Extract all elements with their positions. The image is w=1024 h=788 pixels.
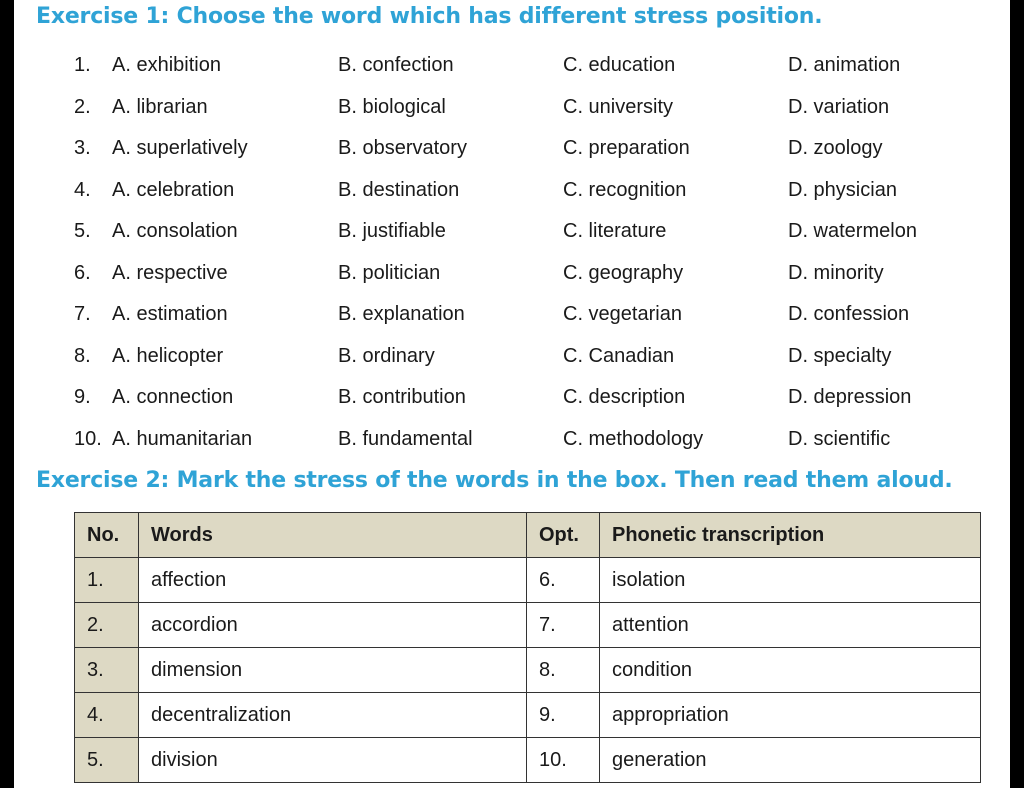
option-c: C. description: [563, 386, 686, 408]
opt-cell: 9.: [527, 693, 600, 738]
question-number: 7.: [74, 303, 91, 325]
option-b: B. ordinary: [338, 344, 435, 367]
option-c: C. education: [563, 54, 676, 76]
option-d: D. animation: [788, 54, 901, 76]
option-b: B. contribution: [338, 386, 466, 408]
question-row: [14, 212, 1010, 254]
option-d: D. depression: [788, 386, 912, 408]
option-c: C. university: [563, 95, 674, 118]
word-cell: decentralization: [139, 693, 527, 738]
option-c: C. methodology: [563, 427, 704, 450]
option-b: B. fundamental: [338, 427, 473, 450]
option-b: B. confection: [338, 54, 454, 76]
option-c: C. geography: [563, 261, 684, 284]
phonetic-cell: generation: [600, 738, 981, 783]
question-row: [14, 337, 1010, 379]
row-number: 2.: [75, 603, 139, 648]
option-a: A. connection: [112, 386, 234, 408]
option-a: A. librarian: [112, 95, 208, 118]
header-words: Words: [139, 513, 527, 558]
option-b: B. justifiable: [338, 220, 446, 242]
phonetic-cell: appropriation: [600, 693, 981, 738]
option-c: C. Canadian: [563, 344, 675, 367]
question-number: 5.: [74, 220, 91, 242]
row-number: 1.: [75, 558, 139, 603]
option-a: A. superlatively: [112, 137, 248, 159]
opt-cell: 7.: [527, 603, 600, 648]
word-cell: division: [139, 738, 527, 783]
option-a: A. consolation: [112, 220, 238, 242]
option-c: C. preparation: [563, 137, 690, 159]
exercise-1-title: Exercise 1: Choose the word which has different stress position.: [36, 4, 823, 29]
option-c: C. recognition: [563, 178, 687, 201]
phonetic-cell: condition: [600, 648, 981, 693]
table-row: [75, 603, 981, 648]
option-b: B. explanation: [338, 303, 465, 325]
stress-table: [74, 512, 981, 783]
question-row: [14, 46, 1010, 88]
question-row: [14, 129, 1010, 171]
exercise-2-title: Exercise 2: Mark the stress of the words in the box. Then read them aloud.: [36, 468, 953, 493]
table-row: [75, 738, 981, 783]
option-a: A. humanitarian: [112, 427, 253, 450]
option-d: D. scientific: [788, 427, 891, 450]
question-row: [14, 88, 1010, 130]
header-no: No.: [75, 513, 139, 558]
question-number: 3.: [74, 137, 91, 159]
question-row: [14, 295, 1010, 337]
question-row: [14, 171, 1010, 213]
row-number: 3.: [75, 648, 139, 693]
worksheet-page: [14, 0, 1010, 788]
option-a: A. respective: [112, 261, 228, 284]
option-a: A. estimation: [112, 303, 228, 325]
table-row: [75, 558, 981, 603]
question-row: [14, 420, 1010, 462]
option-d: D. variation: [788, 95, 890, 118]
row-number: 4.: [75, 693, 139, 738]
question-number: 9.: [74, 386, 91, 408]
option-b: B. politician: [338, 261, 441, 284]
option-d: D. minority: [788, 261, 884, 284]
phonetic-cell: isolation: [600, 558, 981, 603]
opt-cell: 10.: [527, 738, 600, 783]
question-number: 6.: [74, 261, 91, 284]
question-number: 10.: [74, 427, 102, 450]
phonetic-cell: attention: [600, 603, 981, 648]
opt-cell: 6.: [527, 558, 600, 603]
option-a: A. helicopter: [112, 344, 224, 367]
question-number: 1.: [74, 54, 91, 76]
option-a: A. celebration: [112, 178, 235, 201]
question-row: [14, 378, 1010, 420]
exercise-1-question-list: [14, 46, 1010, 461]
table-row: [75, 693, 981, 738]
option-c: C. vegetarian: [563, 303, 682, 325]
row-number: 5.: [75, 738, 139, 783]
word-cell: accordion: [139, 603, 527, 648]
option-b: B. biological: [338, 95, 446, 118]
question-number: 2.: [74, 95, 91, 118]
option-a: A. exhibition: [112, 54, 221, 76]
opt-cell: 8.: [527, 648, 600, 693]
option-b: B. destination: [338, 178, 460, 201]
option-d: D. watermelon: [788, 220, 917, 242]
table-row: [75, 648, 981, 693]
word-cell: affection: [139, 558, 527, 603]
word-cell: dimension: [139, 648, 527, 693]
question-number: 8.: [74, 344, 91, 367]
option-d: D. specialty: [788, 344, 892, 367]
option-d: D. zoology: [788, 137, 883, 159]
question-row: [14, 254, 1010, 296]
header-phonetic: Phonetic transcription: [600, 513, 981, 558]
table-header-row: [75, 513, 981, 558]
option-b: B. observatory: [338, 137, 467, 159]
option-d: D. confession: [788, 303, 910, 325]
option-d: D. physician: [788, 178, 897, 201]
header-opt: Opt.: [527, 513, 600, 558]
option-c: C. literature: [563, 220, 667, 242]
question-number: 4.: [74, 178, 91, 201]
